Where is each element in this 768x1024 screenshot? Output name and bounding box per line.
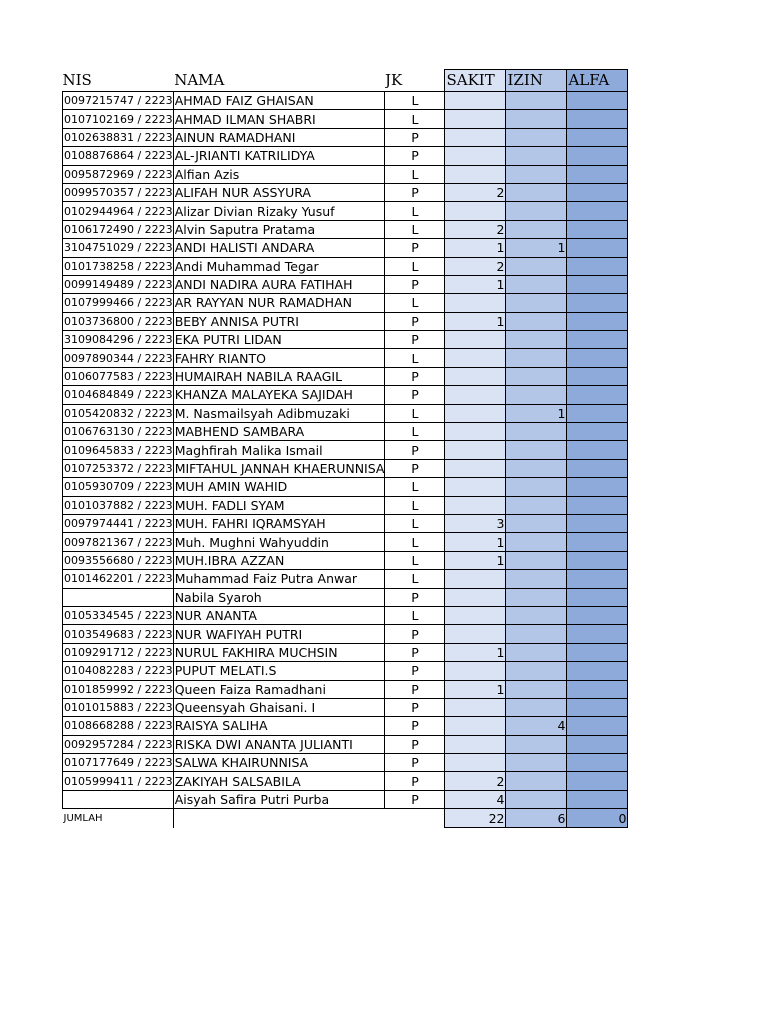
- sakit-cell[interactable]: 1: [445, 312, 506, 330]
- alfa-cell[interactable]: [567, 735, 628, 753]
- sakit-cell[interactable]: 2: [445, 772, 506, 790]
- alfa-cell[interactable]: [567, 588, 628, 606]
- jk-cell[interactable]: P: [385, 239, 445, 257]
- sakit-cell[interactable]: [445, 367, 506, 385]
- nis-cell[interactable]: 0092957284 / 2223: [63, 735, 174, 753]
- table-row: [63, 331, 628, 349]
- total-jk-cell[interactable]: [385, 809, 445, 828]
- nama-cell[interactable]: ANDI NADIRA AURA FATIHAH: [173, 275, 385, 293]
- sakit-cell[interactable]: 1: [445, 275, 506, 293]
- attendance-table: [62, 69, 628, 828]
- nis-cell[interactable]: 0099570357 / 2223: [63, 183, 174, 201]
- nis-cell[interactable]: 0106763130 / 2223: [63, 423, 174, 441]
- table-row: [63, 551, 628, 569]
- izin-cell[interactable]: [506, 551, 567, 569]
- izin-cell[interactable]: [506, 92, 567, 110]
- nama-cell[interactable]: Alvin Saputra Pratama: [173, 220, 385, 238]
- table-row: [63, 441, 628, 459]
- nis-cell[interactable]: 0108668288 / 2223: [63, 717, 174, 735]
- jk-cell[interactable]: P: [385, 128, 445, 146]
- table-row: [63, 717, 628, 735]
- izin-cell[interactable]: [506, 496, 567, 514]
- nama-cell[interactable]: NUR ANANTA: [173, 606, 385, 624]
- table-row: [63, 533, 628, 551]
- nama-cell[interactable]: AHMAD FAIZ GHAISAN: [173, 92, 385, 110]
- nis-cell[interactable]: 0103549683 / 2223: [63, 625, 174, 643]
- nis-cell[interactable]: 0104082283 / 2223: [63, 662, 174, 680]
- izin-cell[interactable]: [506, 220, 567, 238]
- sakit-cell[interactable]: [445, 625, 506, 643]
- table-row: [63, 257, 628, 275]
- izin-cell[interactable]: [506, 625, 567, 643]
- alfa-cell[interactable]: [567, 570, 628, 588]
- izin-cell[interactable]: [506, 202, 567, 220]
- izin-cell[interactable]: [506, 257, 567, 275]
- jk-cell[interactable]: L: [385, 349, 445, 367]
- jk-cell[interactable]: L: [385, 551, 445, 569]
- alfa-cell[interactable]: [567, 643, 628, 661]
- nama-cell[interactable]: PUPUT MELATI.S: [173, 662, 385, 680]
- nama-cell[interactable]: AINUN RAMADHANI: [173, 128, 385, 146]
- sakit-cell[interactable]: [445, 698, 506, 716]
- sakit-cell[interactable]: 1: [445, 643, 506, 661]
- sakit-cell[interactable]: [445, 386, 506, 404]
- total-sakit[interactable]: 22: [445, 809, 506, 828]
- table-row: [63, 183, 628, 201]
- nis-cell[interactable]: 0097890344 / 2223: [63, 349, 174, 367]
- nama-cell[interactable]: NURUL FAKHIRA MUCHSIN: [173, 643, 385, 661]
- sakit-cell[interactable]: [445, 349, 506, 367]
- header-nis[interactable]: NIS: [62, 70, 92, 89]
- alfa-cell[interactable]: [567, 514, 628, 532]
- alfa-cell[interactable]: [567, 423, 628, 441]
- jk-cell[interactable]: P: [385, 275, 445, 293]
- nama-cell[interactable]: Muhammad Faiz Putra Anwar: [173, 570, 385, 588]
- sakit-cell[interactable]: [445, 662, 506, 680]
- izin-cell[interactable]: [506, 459, 567, 477]
- sakit-cell[interactable]: [445, 606, 506, 624]
- jk-cell[interactable]: P: [385, 459, 445, 477]
- alfa-cell[interactable]: [567, 533, 628, 551]
- jk-cell[interactable]: P: [385, 588, 445, 606]
- nis-cell[interactable]: 0107102169 / 2223: [63, 110, 174, 128]
- nama-cell[interactable]: RAISYA SALIHA: [173, 717, 385, 735]
- izin-cell[interactable]: [506, 386, 567, 404]
- nama-cell[interactable]: MABHEND SAMBARA: [173, 423, 385, 441]
- alfa-cell[interactable]: [567, 459, 628, 477]
- izin-cell[interactable]: [506, 331, 567, 349]
- nama-cell[interactable]: EKA PUTRI LIDAN: [173, 331, 385, 349]
- izin-cell[interactable]: [506, 698, 567, 716]
- jk-cell[interactable]: P: [385, 312, 445, 330]
- nis-cell[interactable]: 0105999411 / 2223: [63, 772, 174, 790]
- izin-cell[interactable]: [506, 478, 567, 496]
- total-izin[interactable]: 6: [506, 809, 567, 828]
- alfa-cell[interactable]: [567, 331, 628, 349]
- alfa-cell[interactable]: [567, 606, 628, 624]
- izin-cell[interactable]: [506, 147, 567, 165]
- total-nama-cell[interactable]: [173, 809, 385, 828]
- table-row: [63, 772, 628, 790]
- nis-cell[interactable]: 0101859992 / 2223: [63, 680, 174, 698]
- izin-cell[interactable]: [506, 349, 567, 367]
- nis-cell[interactable]: [63, 588, 174, 606]
- table-row: [63, 220, 628, 238]
- jk-cell[interactable]: P: [385, 625, 445, 643]
- jk-cell[interactable]: L: [385, 404, 445, 422]
- jk-cell[interactable]: P: [385, 441, 445, 459]
- table-row: [63, 92, 628, 110]
- nis-cell[interactable]: 3109084296 / 2223: [63, 331, 174, 349]
- izin-cell[interactable]: [506, 128, 567, 146]
- total-label[interactable]: JUMLAH: [63, 812, 103, 824]
- table-row: [63, 754, 628, 772]
- nis-cell[interactable]: 0106077583 / 2223: [63, 367, 174, 385]
- header-row: [63, 70, 628, 92]
- izin-cell[interactable]: [506, 441, 567, 459]
- jk-cell[interactable]: P: [385, 754, 445, 772]
- alfa-cell[interactable]: [567, 239, 628, 257]
- jk-cell[interactable]: P: [385, 183, 445, 201]
- sakit-cell[interactable]: [445, 110, 506, 128]
- nis-cell[interactable]: 0109291712 / 2223: [63, 643, 174, 661]
- nama-cell[interactable]: Queensyah Ghaisani. I: [173, 698, 385, 716]
- nama-cell[interactable]: Maghfirah Malika Ismail: [173, 441, 385, 459]
- sakit-cell[interactable]: [445, 754, 506, 772]
- nis-cell[interactable]: 0097215747 / 2223: [63, 92, 174, 110]
- table-row: [63, 312, 628, 330]
- table-row: [63, 202, 628, 220]
- alfa-cell[interactable]: [567, 275, 628, 293]
- sakit-cell[interactable]: [445, 147, 506, 165]
- izin-cell[interactable]: [506, 662, 567, 680]
- table-row: [63, 790, 628, 808]
- jk-cell[interactable]: P: [385, 643, 445, 661]
- jk-cell[interactable]: P: [385, 772, 445, 790]
- izin-cell[interactable]: 1: [506, 239, 567, 257]
- nama-cell[interactable]: Muh. Mughni Wahyuddin: [173, 533, 385, 551]
- table-row: [63, 496, 628, 514]
- alfa-cell[interactable]: [567, 92, 628, 110]
- nama-cell[interactable]: KHANZA MALAYEKA SAJIDAH: [173, 386, 385, 404]
- alfa-cell[interactable]: [567, 220, 628, 238]
- sakit-cell[interactable]: 1: [445, 680, 506, 698]
- jk-cell[interactable]: L: [385, 92, 445, 110]
- alfa-cell[interactable]: [567, 386, 628, 404]
- total-row: [63, 809, 628, 828]
- sakit-cell[interactable]: 4: [445, 790, 506, 808]
- nama-cell[interactable]: ZAKIYAH SALSABILA: [173, 772, 385, 790]
- sakit-cell[interactable]: [445, 331, 506, 349]
- jk-cell[interactable]: L: [385, 423, 445, 441]
- sakit-cell[interactable]: [445, 459, 506, 477]
- izin-cell[interactable]: 4: [506, 717, 567, 735]
- table-row: [63, 588, 628, 606]
- alfa-cell[interactable]: [567, 128, 628, 146]
- jk-cell[interactable]: P: [385, 698, 445, 716]
- jk-cell[interactable]: L: [385, 257, 445, 275]
- jk-cell[interactable]: L: [385, 202, 445, 220]
- alfa-cell[interactable]: [567, 625, 628, 643]
- sakit-cell[interactable]: [445, 570, 506, 588]
- izin-cell[interactable]: [506, 754, 567, 772]
- jk-cell[interactable]: L: [385, 514, 445, 532]
- alfa-cell[interactable]: [567, 404, 628, 422]
- alfa-cell[interactable]: [567, 496, 628, 514]
- nama-cell[interactable]: AR RAYYAN NUR RAMADHAN: [173, 294, 385, 312]
- nis-cell[interactable]: 0095872969 / 2223: [63, 165, 174, 183]
- nama-cell[interactable]: FAHRY RIANTO: [173, 349, 385, 367]
- izin-cell[interactable]: [506, 570, 567, 588]
- alfa-cell[interactable]: [567, 349, 628, 367]
- alfa-cell[interactable]: [567, 662, 628, 680]
- nama-cell[interactable]: MUH.IBRA AZZAN: [173, 551, 385, 569]
- alfa-cell[interactable]: [567, 772, 628, 790]
- izin-cell[interactable]: 1: [506, 404, 567, 422]
- jk-cell[interactable]: P: [385, 680, 445, 698]
- table-row: [63, 367, 628, 385]
- alfa-cell[interactable]: [567, 312, 628, 330]
- jk-cell[interactable]: P: [385, 331, 445, 349]
- sakit-cell[interactable]: 2: [445, 257, 506, 275]
- jk-cell[interactable]: P: [385, 662, 445, 680]
- table-row: [63, 275, 628, 293]
- nis-cell[interactable]: 0101462201 / 2223: [63, 570, 174, 588]
- sakit-cell[interactable]: 3: [445, 514, 506, 532]
- izin-cell[interactable]: [506, 772, 567, 790]
- alfa-cell[interactable]: [567, 147, 628, 165]
- izin-cell[interactable]: [506, 312, 567, 330]
- header-izin[interactable]: IZIN: [506, 70, 567, 92]
- table-row: [63, 147, 628, 165]
- attendance-sheet: [62, 69, 628, 828]
- table-row: [63, 625, 628, 643]
- alfa-cell[interactable]: [567, 165, 628, 183]
- header-alfa[interactable]: ALFA: [567, 70, 628, 92]
- izin-cell[interactable]: [506, 643, 567, 661]
- jk-cell[interactable]: L: [385, 110, 445, 128]
- nis-cell[interactable]: 3104751029 / 2223: [63, 239, 174, 257]
- sakit-cell[interactable]: [445, 128, 506, 146]
- alfa-cell[interactable]: [567, 110, 628, 128]
- nis-cell[interactable]: 0104684849 / 2223: [63, 386, 174, 404]
- header-sakit[interactable]: SAKIT: [445, 70, 506, 92]
- table-row: [63, 404, 628, 422]
- nama-cell[interactable]: Queen Faiza Ramadhani: [173, 680, 385, 698]
- izin-cell[interactable]: [506, 110, 567, 128]
- sakit-cell[interactable]: [445, 202, 506, 220]
- alfa-cell[interactable]: [567, 717, 628, 735]
- alfa-cell[interactable]: [567, 698, 628, 716]
- sakit-cell[interactable]: [445, 478, 506, 496]
- nama-cell[interactable]: Nabila Syaroh: [173, 588, 385, 606]
- nama-cell[interactable]: Andi Muhammad Tegar: [173, 257, 385, 275]
- alfa-cell[interactable]: [567, 202, 628, 220]
- jk-cell[interactable]: P: [385, 735, 445, 753]
- izin-cell[interactable]: [506, 533, 567, 551]
- table-row: [63, 606, 628, 624]
- total-alfa[interactable]: 0: [567, 809, 628, 828]
- table-row: [63, 110, 628, 128]
- table-row: [63, 239, 628, 257]
- nama-cell[interactable]: AHMAD ILMAN SHABRI: [173, 110, 385, 128]
- nama-cell[interactable]: ALIFAH NUR ASSYURA: [173, 183, 385, 201]
- nama-cell[interactable]: MUH AMIN WAHID: [173, 478, 385, 496]
- jk-cell[interactable]: L: [385, 570, 445, 588]
- nama-cell[interactable]: MIFTAHUL JANNAH KHAERUNNISA: [174, 461, 385, 476]
- izin-cell[interactable]: [506, 367, 567, 385]
- nama-cell[interactable]: M. Nasmailsyah Adibmuzaki: [173, 404, 385, 422]
- alfa-cell[interactable]: [567, 294, 628, 312]
- nama-cell[interactable]: Aisyah Safira Putri Purba: [173, 790, 385, 808]
- izin-cell[interactable]: [506, 680, 567, 698]
- sakit-cell[interactable]: 1: [445, 551, 506, 569]
- sakit-cell[interactable]: 2: [445, 183, 506, 201]
- jk-cell[interactable]: P: [385, 790, 445, 808]
- table-row: [63, 680, 628, 698]
- sakit-cell[interactable]: [445, 496, 506, 514]
- nama-cell[interactable]: MUH. FADLI SYAM: [173, 496, 385, 514]
- alfa-cell[interactable]: [567, 441, 628, 459]
- nis-cell[interactable]: 0097974441 / 2223: [63, 514, 174, 532]
- alfa-cell[interactable]: [567, 367, 628, 385]
- table-row: [63, 294, 628, 312]
- nis-cell[interactable]: 0105334545 / 2223: [63, 606, 174, 624]
- alfa-cell[interactable]: [567, 478, 628, 496]
- table-row: [63, 165, 628, 183]
- sakit-cell[interactable]: [445, 165, 506, 183]
- sakit-cell[interactable]: 2: [445, 220, 506, 238]
- nama-cell[interactable]: Alfian Azis: [173, 165, 385, 183]
- nama-cell[interactable]: AL-JRIANTI KATRILIDYA: [173, 147, 385, 165]
- table-row: [63, 478, 628, 496]
- izin-cell[interactable]: [506, 588, 567, 606]
- izin-cell[interactable]: [506, 183, 567, 201]
- sakit-cell[interactable]: [445, 404, 506, 422]
- jk-cell[interactable]: L: [385, 496, 445, 514]
- nis-cell[interactable]: 0108876864 / 2223: [63, 147, 174, 165]
- nis-cell[interactable]: 0103736800 / 2223: [63, 312, 174, 330]
- sakit-cell[interactable]: [445, 717, 506, 735]
- alfa-cell[interactable]: [567, 257, 628, 275]
- jk-cell[interactable]: L: [385, 165, 445, 183]
- table-row: [63, 698, 628, 716]
- table-row: [63, 349, 628, 367]
- nama-cell[interactable]: Alizar Divian Rizaky Yusuf: [173, 202, 385, 220]
- table-row: [63, 735, 628, 753]
- alfa-cell[interactable]: [567, 790, 628, 808]
- nis-cell[interactable]: 0102944964 / 2223: [63, 202, 174, 220]
- sakit-cell[interactable]: [445, 423, 506, 441]
- sakit-cell[interactable]: [445, 588, 506, 606]
- nama-cell[interactable]: NUR WAFIYAH PUTRI: [173, 625, 385, 643]
- izin-cell[interactable]: [506, 790, 567, 808]
- table-row: [63, 423, 628, 441]
- jk-cell[interactable]: P: [385, 147, 445, 165]
- table-row: [63, 459, 628, 477]
- jk-cell[interactable]: L: [385, 533, 445, 551]
- table-row: [63, 514, 628, 532]
- nis-cell[interactable]: [63, 790, 174, 808]
- izin-cell[interactable]: [506, 514, 567, 532]
- header-nama[interactable]: NAMA: [174, 70, 225, 89]
- nis-cell[interactable]: 0101037882 / 2223: [63, 496, 174, 514]
- nis-cell[interactable]: 0097821367 / 2223: [63, 533, 174, 551]
- nis-cell[interactable]: 0107177649 / 2223: [63, 754, 174, 772]
- jk-cell[interactable]: L: [385, 478, 445, 496]
- nis-cell[interactable]: 0099149489 / 2223: [63, 275, 174, 293]
- sakit-cell[interactable]: [445, 92, 506, 110]
- alfa-cell[interactable]: [567, 183, 628, 201]
- alfa-cell[interactable]: [567, 551, 628, 569]
- alfa-cell[interactable]: [567, 680, 628, 698]
- sakit-cell[interactable]: [445, 441, 506, 459]
- jk-cell[interactable]: L: [385, 220, 445, 238]
- sakit-cell[interactable]: 1: [445, 533, 506, 551]
- header-jk[interactable]: JK: [384, 70, 403, 89]
- nis-cell[interactable]: 0093556680 / 2223: [63, 551, 174, 569]
- nama-cell[interactable]: HUMAIRAH NABILA RAAGIL: [173, 367, 385, 385]
- nis-cell[interactable]: 0105420832 / 2223: [63, 404, 174, 422]
- nis-cell[interactable]: 0102638831 / 2223: [63, 128, 174, 146]
- nama-cell[interactable]: SALWA KHAIRUNNISA: [173, 754, 385, 772]
- jk-cell[interactable]: L: [385, 294, 445, 312]
- nama-cell[interactable]: ANDI HALISTI ANDARA: [173, 239, 385, 257]
- jk-cell[interactable]: P: [385, 717, 445, 735]
- nis-cell[interactable]: 0109645833 / 2223: [63, 441, 174, 459]
- table-row: [63, 128, 628, 146]
- sakit-cell[interactable]: 1: [445, 239, 506, 257]
- izin-cell[interactable]: [506, 294, 567, 312]
- jk-cell[interactable]: P: [385, 386, 445, 404]
- nis-cell[interactable]: 0107999466 / 2223: [63, 294, 174, 312]
- jk-cell[interactable]: L: [385, 606, 445, 624]
- table-row: [63, 662, 628, 680]
- nama-cell[interactable]: RISKA DWI ANANTA JULIANTI: [173, 735, 385, 753]
- table-row: [63, 570, 628, 588]
- nis-cell[interactable]: 0105930709 / 2223: [63, 478, 174, 496]
- izin-cell[interactable]: [506, 165, 567, 183]
- nis-cell[interactable]: 0106172490 / 2223: [63, 220, 174, 238]
- table-row: [63, 643, 628, 661]
- izin-cell[interactable]: [506, 606, 567, 624]
- izin-cell[interactable]: [506, 423, 567, 441]
- table-row: [63, 386, 628, 404]
- jk-cell[interactable]: P: [385, 367, 445, 385]
- alfa-cell[interactable]: [567, 754, 628, 772]
- nis-cell[interactable]: 0101015883 / 2223: [63, 698, 174, 716]
- nama-cell[interactable]: BEBY ANNISA PUTRI: [173, 312, 385, 330]
- sakit-cell[interactable]: [445, 735, 506, 753]
- nis-cell[interactable]: 0107253372 / 2223: [63, 459, 174, 477]
- izin-cell[interactable]: [506, 275, 567, 293]
- nis-cell[interactable]: 0101738258 / 2223: [63, 257, 174, 275]
- izin-cell[interactable]: [506, 735, 567, 753]
- nama-cell[interactable]: MUH. FAHRI IQRAMSYAH: [173, 514, 385, 532]
- sakit-cell[interactable]: [445, 294, 506, 312]
